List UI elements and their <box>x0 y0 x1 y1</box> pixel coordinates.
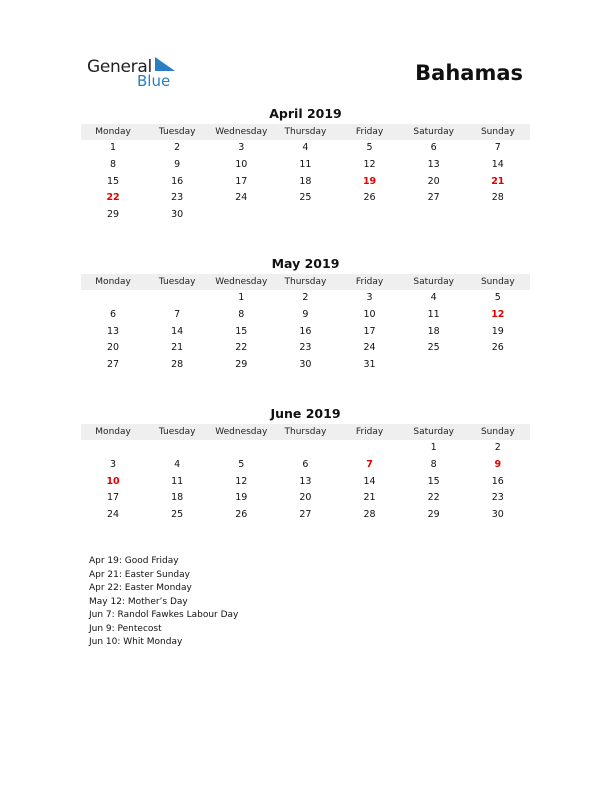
day-cell: 15 <box>235 325 248 337</box>
day-cell: 30 <box>491 509 504 521</box>
day-cell: 29 <box>235 359 248 371</box>
weekday-label: Tuesday <box>158 427 196 437</box>
day-cell: 27 <box>299 509 312 521</box>
weekday-label: Friday <box>355 127 384 137</box>
day-cell: 7 <box>494 142 501 153</box>
day-cell: 6 <box>110 308 117 320</box>
logo-text-general: General <box>87 57 152 77</box>
week-row <box>81 474 530 491</box>
week-row <box>81 357 530 374</box>
weekday-label: Wednesday <box>215 277 268 287</box>
day-cell: 3 <box>366 292 373 303</box>
day-cell: 15 <box>427 475 440 487</box>
holiday-day-cell: 21 <box>491 175 505 187</box>
day-cell: 18 <box>427 325 440 337</box>
day-cell: 24 <box>107 509 120 521</box>
weekday-label: Monday <box>95 427 131 437</box>
day-cell: 9 <box>174 158 181 170</box>
day-cell: 28 <box>363 509 376 521</box>
week-row <box>81 324 530 341</box>
day-cell <box>402 207 466 224</box>
weekday-header-row <box>81 274 530 290</box>
week-row <box>81 290 530 307</box>
day-cell: 30 <box>171 209 184 221</box>
day-cell: 28 <box>171 359 184 371</box>
holiday-day-cell: 10 <box>106 475 120 487</box>
holiday-day-cell: 9 <box>494 458 502 470</box>
weekday-label: Friday <box>355 277 384 287</box>
day-cell: 13 <box>427 158 440 170</box>
day-cell <box>81 290 145 307</box>
day-cell: 2 <box>494 442 501 453</box>
day-cell: 29 <box>427 509 440 521</box>
day-cell: 5 <box>494 292 501 303</box>
month-title: April 2019 <box>269 106 342 121</box>
day-cell: 21 <box>363 492 376 504</box>
day-cell: 26 <box>491 342 504 354</box>
day-cell: 12 <box>363 158 376 170</box>
day-cell: 22 <box>235 342 248 354</box>
week-row <box>81 174 530 191</box>
day-cell: 17 <box>107 492 120 504</box>
day-cell: 11 <box>171 475 184 487</box>
day-cell <box>466 207 530 224</box>
day-cell: 6 <box>302 458 309 470</box>
day-cell: 22 <box>427 492 440 504</box>
day-cell: 10 <box>363 308 376 320</box>
day-cell: 3 <box>110 458 117 470</box>
week-row <box>81 457 530 474</box>
day-cell <box>209 207 273 224</box>
week-row <box>81 207 530 224</box>
weekday-label: Saturday <box>413 127 454 137</box>
week-row <box>81 140 530 157</box>
day-cell: 4 <box>430 292 437 303</box>
week-row <box>81 490 530 507</box>
day-cell: 15 <box>107 175 120 187</box>
day-cell: 1 <box>430 442 437 453</box>
weekday-header-row <box>81 124 530 140</box>
logo-text-blue: Blue <box>137 72 171 90</box>
month-title: June 2019 <box>270 406 341 421</box>
holiday-list-item: Jun 7: Randol Fawkes Labour Day <box>89 610 239 620</box>
day-cell: 12 <box>235 475 248 487</box>
day-cell: 9 <box>302 308 309 320</box>
day-cell: 17 <box>235 175 248 187</box>
holiday-list-item: Jun 10: Whit Monday <box>89 637 183 647</box>
day-cell <box>338 440 402 457</box>
day-cell: 31 <box>363 359 376 371</box>
day-cell <box>466 357 530 374</box>
day-cell: 16 <box>491 475 504 487</box>
day-cell <box>273 207 337 224</box>
weekday-label: Tuesday <box>158 127 196 137</box>
day-cell: 14 <box>171 325 184 337</box>
day-cell: 8 <box>430 458 437 470</box>
day-cell <box>273 440 337 457</box>
day-cell: 23 <box>299 342 312 354</box>
day-cell: 11 <box>299 158 312 170</box>
week-row <box>81 440 530 457</box>
day-cell: 2 <box>302 292 309 303</box>
holiday-list <box>89 555 238 650</box>
day-cell: 26 <box>235 509 248 521</box>
holiday-day-cell: 7 <box>366 458 373 470</box>
day-cell: 23 <box>491 492 504 504</box>
weekday-header-row <box>81 424 530 440</box>
day-cell: 25 <box>171 509 184 521</box>
weekday-label: Sunday <box>480 277 515 287</box>
weekday-label: Thursday <box>284 277 327 287</box>
day-cell: 4 <box>302 142 309 153</box>
month-title: May 2019 <box>271 256 340 271</box>
day-cell: 20 <box>299 492 312 504</box>
day-cell: 17 <box>363 325 376 337</box>
day-cell: 18 <box>171 492 184 504</box>
weekday-label: Saturday <box>413 427 454 437</box>
weekday-label: Thursday <box>284 127 327 137</box>
day-cell: 13 <box>107 325 120 337</box>
holiday-list-item: May 12: Mother’s Day <box>89 596 188 607</box>
day-cell <box>402 357 466 374</box>
weekday-label: Friday <box>355 427 384 437</box>
weekday-label: Sunday <box>480 127 515 137</box>
day-cell: 25 <box>299 192 312 204</box>
weekday-label: Monday <box>95 127 131 137</box>
day-cell: 20 <box>427 175 440 187</box>
day-cell: 4 <box>174 458 181 470</box>
month-calendar <box>81 256 530 374</box>
weekday-label: Sunday <box>480 427 515 437</box>
holiday-list-item: Jun 9: Pentecost <box>89 623 162 634</box>
day-cell <box>145 440 209 457</box>
brand-logo <box>87 57 197 91</box>
week-row <box>81 307 530 324</box>
week-row <box>81 190 530 207</box>
day-cell: 19 <box>235 492 248 504</box>
day-cell: 8 <box>110 158 117 170</box>
day-cell: 5 <box>366 142 373 153</box>
day-cell: 1 <box>110 142 117 153</box>
day-cell: 30 <box>299 359 312 371</box>
day-cell: 27 <box>107 359 120 371</box>
holiday-day-cell: 19 <box>362 175 377 187</box>
weekday-label: Wednesday <box>215 427 268 437</box>
day-cell: 28 <box>491 192 504 204</box>
day-cell: 14 <box>491 158 504 170</box>
day-cell <box>145 290 209 307</box>
day-cell: 6 <box>430 142 437 153</box>
day-cell: 29 <box>107 209 120 221</box>
day-cell: 11 <box>427 308 440 320</box>
day-cell: 5 <box>238 458 245 470</box>
month-calendar <box>81 406 530 524</box>
day-cell: 25 <box>427 342 440 354</box>
day-cell <box>81 440 145 457</box>
day-cell: 1 <box>238 292 245 303</box>
week-row <box>81 340 530 357</box>
day-cell: 13 <box>299 475 312 487</box>
weekday-label: Monday <box>95 277 131 287</box>
day-cell <box>209 440 273 457</box>
day-cell: 27 <box>427 192 440 204</box>
day-cell <box>338 207 402 224</box>
weekday-label: Wednesday <box>215 127 268 137</box>
day-cell: 19 <box>491 325 504 337</box>
day-cell: 18 <box>299 175 312 187</box>
day-cell: 24 <box>363 342 376 354</box>
day-cell: 24 <box>235 192 248 204</box>
weekday-label: Tuesday <box>158 277 196 287</box>
holiday-list-item: Apr 19: Good Friday <box>89 556 179 566</box>
day-cell: 23 <box>171 192 184 204</box>
week-row <box>81 507 530 524</box>
week-row <box>81 157 530 174</box>
day-cell: 14 <box>363 475 376 487</box>
country-title: Bahamas <box>415 61 523 85</box>
weekday-label: Saturday <box>413 277 454 287</box>
day-cell: 3 <box>238 142 245 153</box>
holiday-list-item: Apr 21: Easter Sunday <box>89 569 190 580</box>
holiday-list-item: Apr 22: Easter Monday <box>89 583 192 593</box>
day-cell: 16 <box>171 175 184 187</box>
holiday-day-cell: 12 <box>491 308 505 320</box>
day-cell: 20 <box>107 342 120 354</box>
day-cell: 8 <box>238 308 245 320</box>
weekday-label: Thursday <box>284 427 327 437</box>
day-cell: 26 <box>363 192 376 204</box>
day-cell: 10 <box>235 158 248 170</box>
day-cell: 16 <box>299 325 312 337</box>
day-cell: 7 <box>174 308 181 320</box>
holiday-day-cell: 22 <box>106 192 120 204</box>
day-cell: 21 <box>171 342 184 354</box>
day-cell: 2 <box>174 142 181 153</box>
month-calendar <box>81 106 530 224</box>
